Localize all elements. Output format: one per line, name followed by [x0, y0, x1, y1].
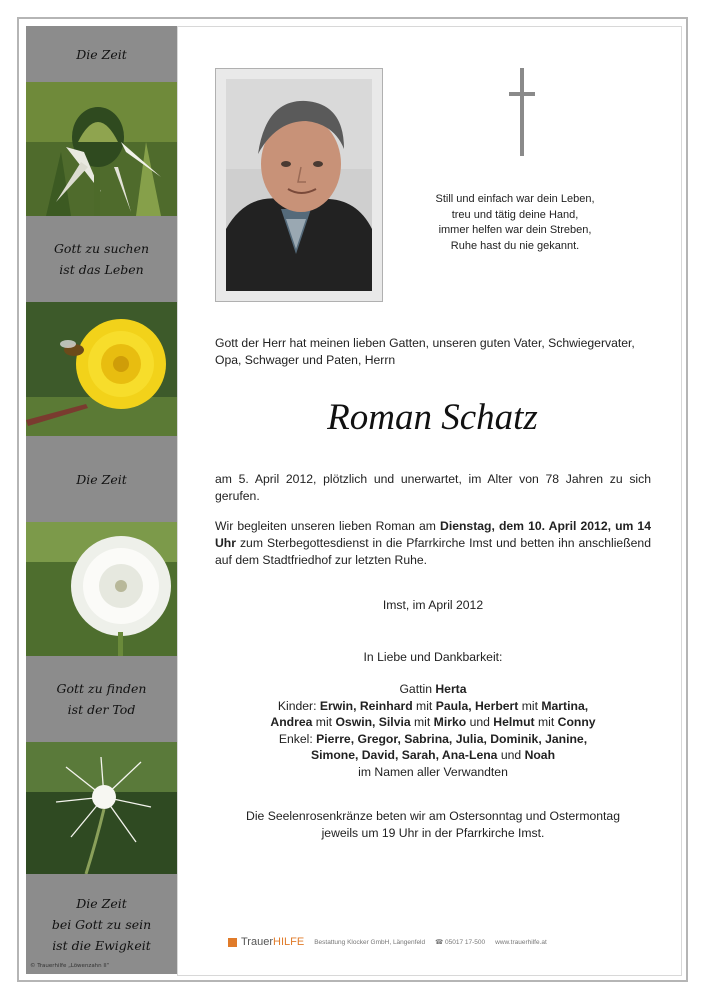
family-line: im Namen aller Verwandten	[358, 764, 508, 779]
sidebar-line: ist die Ewigkeit	[52, 937, 151, 953]
death-notice: am 5. April 2012, plötzlich und unerwartet, im Alter von 78 Jahren zu sich gerufen.	[215, 472, 651, 503]
family-line: Enkel: Pierre, Gregor, Sabrina, Julia, Dominik, Janine,	[278, 731, 588, 746]
rosary-notice	[215, 808, 651, 842]
phone-number: ☎ 05017 17-500	[435, 939, 486, 946]
cross-icon	[507, 68, 537, 156]
sidebar-line: Gott zu finden	[56, 681, 147, 696]
deceased-name: Roman Schatz	[327, 397, 538, 438]
website: www.trauerhilfe.at	[495, 938, 547, 946]
sidebar-line: Die Zeit	[76, 895, 127, 911]
sidebar-text-3	[26, 436, 177, 522]
poem-line: Ruhe hast du nie gekannt.	[450, 239, 580, 252]
family-line: Gattin Herta	[399, 682, 467, 696]
thanks-line: In Liebe und Dankbarkeit:	[363, 650, 503, 664]
sidebar-line: Die Zeit	[76, 46, 127, 62]
poem-line: treu und tätig deine Hand,	[451, 208, 579, 221]
portrait-photo	[226, 79, 372, 291]
photo-dandelion-blowing	[26, 742, 177, 874]
copyright-note: © Trauerhilfe „Löwenzahn II“	[30, 963, 110, 969]
company-name: Bestattung Klocker GmbH, Längenfeld	[314, 938, 426, 946]
family-list	[215, 681, 651, 781]
place-date: Imst, im April 2012	[382, 598, 484, 612]
sidebar-line: bei Gott zu sein	[51, 916, 152, 932]
poem-line: immer helfen war dein Streben,	[438, 224, 592, 236]
intro-text: Gott der Herr hat meinen lieben Gatten, unseren guten Vater, Schwiegervater, Opa, Schwager und Paten, Herrn	[215, 336, 635, 367]
sidebar-line: ist der Tod	[67, 702, 136, 717]
sidebar-line: ist das Leben	[59, 262, 144, 277]
photo-dandelion-bud	[26, 82, 177, 216]
footer-logo	[228, 936, 557, 948]
photo-dandelion-seed-head	[26, 522, 177, 656]
poem	[405, 192, 625, 254]
sidebar-line: Die Zeit	[76, 471, 127, 487]
poem-line: Still und einfach war dein Leben,	[435, 193, 595, 205]
funeral-text: zum Sterbegottesdienst in die Pfarrkirche Imst und betten ihn anschließend auf dem Stadtfriedhof zur letzten Ruhe.	[215, 536, 651, 567]
funeral-text: Wir begleiten unseren lieben Roman am	[215, 519, 441, 533]
sidebar-text-2	[26, 216, 177, 302]
family-line: Andrea mit Oswin, Silvia mit Mirko und Helmut mit Conny	[270, 715, 596, 730]
brand-name: TrauerHILFE	[241, 936, 305, 948]
sidebar-line: Gott zu suchen	[53, 241, 150, 256]
rosary-line: Die Seelenrosenkränze beten wir am Ostersonntag und Ostermontag	[246, 809, 620, 823]
sidebar-text-5	[26, 874, 177, 974]
funeral-date: Dienstag, dem 10. April 2012, um 14 Uhr	[215, 519, 651, 550]
logo-icon	[228, 938, 237, 947]
family-line: Simone, David, Sarah, Ana-Lena und Noah	[310, 748, 556, 763]
photo-dandelion-flower	[26, 302, 177, 436]
funeral-details	[215, 518, 651, 569]
sidebar-text-1	[26, 26, 177, 82]
sidebar-text-4	[26, 656, 177, 742]
rosary-line: jeweils um 19 Uhr in der Pfarrkirche Imst.	[321, 826, 545, 840]
family-line: Kinder: Erwin, Reinhard mit Paula, Herbert mit Martina,	[277, 698, 589, 713]
portrait-frame	[215, 68, 383, 302]
